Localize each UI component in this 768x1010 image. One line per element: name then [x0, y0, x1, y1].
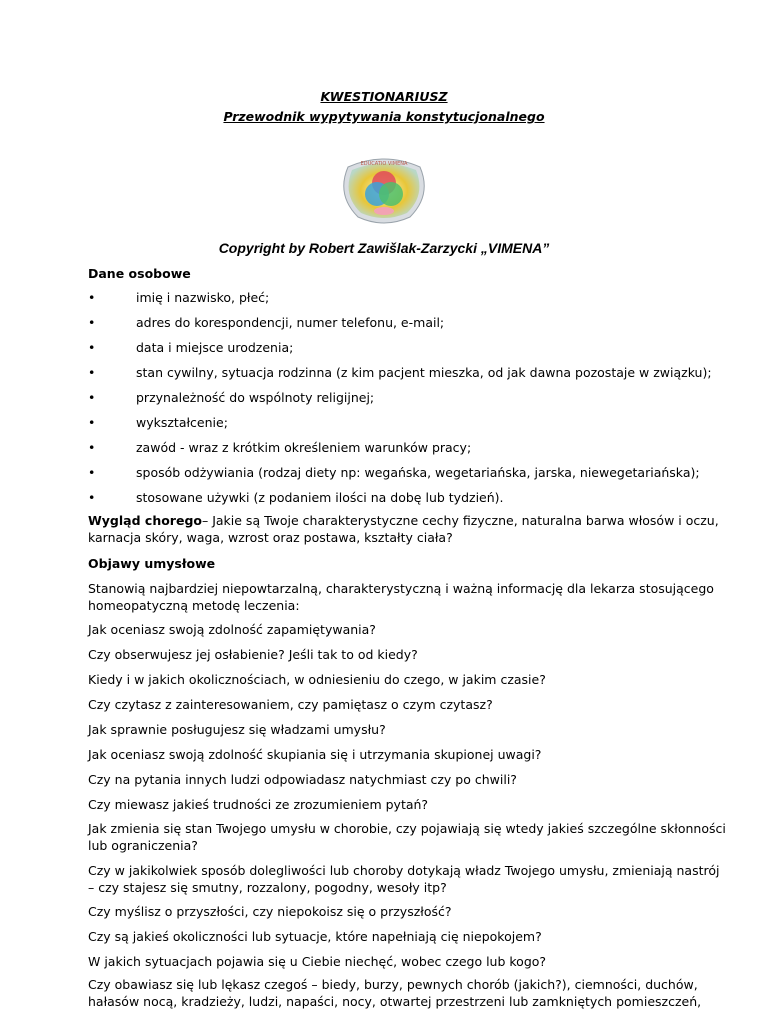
question: Czy obserwujesz jej osłabienie? Jeśli tak to od kiedy?	[88, 647, 418, 662]
mental-intro: Stanowią najbardziej niepowtarzalną, charakterystyczną i ważną informację dla lekarza stosującego homeopatyczną metodę leczenia:	[88, 581, 714, 613]
personal-data-heading: Dane osobowe	[88, 266, 191, 281]
bullet-icon: •	[88, 415, 96, 430]
question: Jak zmienia się stan Twojego umysłu w chorobie, czy pojawiają się wtedy jakieś szczególne skłonności lub ograniczenia?	[88, 821, 726, 853]
list-item: data i miejsce urodzenia;	[136, 340, 294, 355]
question: Czy miewasz jakieś trudności ze zrozumieniem pytań?	[88, 797, 429, 812]
document-title: KWESTIONARIUSZ	[320, 89, 448, 104]
list-item: przynależność do wspólnoty religijnej;	[136, 390, 375, 405]
vimena-logo	[340, 153, 428, 225]
question: Kiedy i w jakich okolicznościach, w odniesieniu do czego, w jakim czasie?	[88, 672, 546, 687]
logo-text: EDUCATIO VIMENA	[360, 161, 408, 167]
bullet-icon: •	[88, 490, 96, 505]
question: W jakich sytuacjach pojawia się u Ciebie niechęć, wobec czego lub kogo?	[88, 954, 547, 969]
copyright-line: Copyright by Robert Zawišlak-Zarzycki „VIMENA”	[218, 240, 550, 256]
document-subtitle: Przewodnik wypytywania konstytucjonalnego	[223, 109, 545, 124]
list-item: wykształcenie;	[136, 415, 228, 430]
mental-symptoms-heading: Objawy umysłowe	[88, 556, 216, 571]
bullet-icon: •	[88, 315, 96, 330]
appearance-text: – Jakie są Twoje charakterystyczne cechy fizyczne, naturalna barwa włosów i oczu, karnacja skóry, waga, wzrost oraz postawa, kształty ciała?	[88, 513, 719, 545]
bullet-icon: •	[88, 365, 96, 380]
question: Czy myślisz o przyszłości, czy niepokoisz się o przyszłość?	[88, 904, 452, 919]
list-item: zawód - wraz z krótkim określeniem warunków pracy;	[136, 440, 472, 455]
list-item: stan cywilny, sytuacja rodzinna (z kim pacjent mieszka, od jak dawna pozostaje w związku);	[136, 365, 712, 380]
appearance-paragraph	[88, 512, 728, 546]
bullet-icon: •	[88, 290, 96, 305]
list-item: stosowane używki (z podaniem ilości na dobę lub tydzień).	[136, 490, 504, 505]
question: Jak oceniasz swoją zdolność zapamiętywania?	[88, 622, 376, 637]
question: Czy w jakikolwiek sposób dolegliwości lub choroby dotykają władz Twojego umysłu, zmieniają nastrój – czy stajesz się smutny, rozzalony, pogodny, wesoły itp?	[88, 863, 720, 895]
bullet-icon: •	[88, 390, 96, 405]
bullet-icon: •	[88, 440, 96, 455]
question: Czy są jakieś okoliczności lub sytuacje, które napełniają cię niepokojem?	[88, 929, 542, 944]
question: Czy czytasz z zainteresowaniem, czy pamiętasz o czym czytasz?	[88, 697, 493, 712]
question: Czy na pytania innych ludzi odpowiadasz natychmiast czy po chwili?	[88, 772, 517, 787]
question: Jak oceniasz swoją zdolność skupiania się i utrzymania skupionej uwagi?	[88, 747, 542, 762]
appearance-heading: Wygląd chorego	[88, 513, 202, 528]
question: Jak sprawnie posługujesz się władzami umysłu?	[88, 722, 386, 737]
list-item: adres do korespondencji, numer telefonu, e-mail;	[136, 315, 445, 330]
question: Czy obawiasz się lub lękasz czegoś – biedy, burzy, pewnych chorób (jakich?), ciemności, duchów, hałasów nocą, kradzieży, ludzi, napaści, nocy, otwartej przestrzeni lub zamkniętych pomieszczeń,	[88, 977, 702, 1009]
bullet-icon: •	[88, 465, 96, 480]
bullet-icon: •	[88, 340, 96, 355]
list-item: imię i nazwisko, płeć;	[136, 290, 270, 305]
list-item: sposób odżywiania (rodzaj diety np: wegańska, wegetariańska, jarska, niewegetariańska);	[136, 465, 700, 480]
